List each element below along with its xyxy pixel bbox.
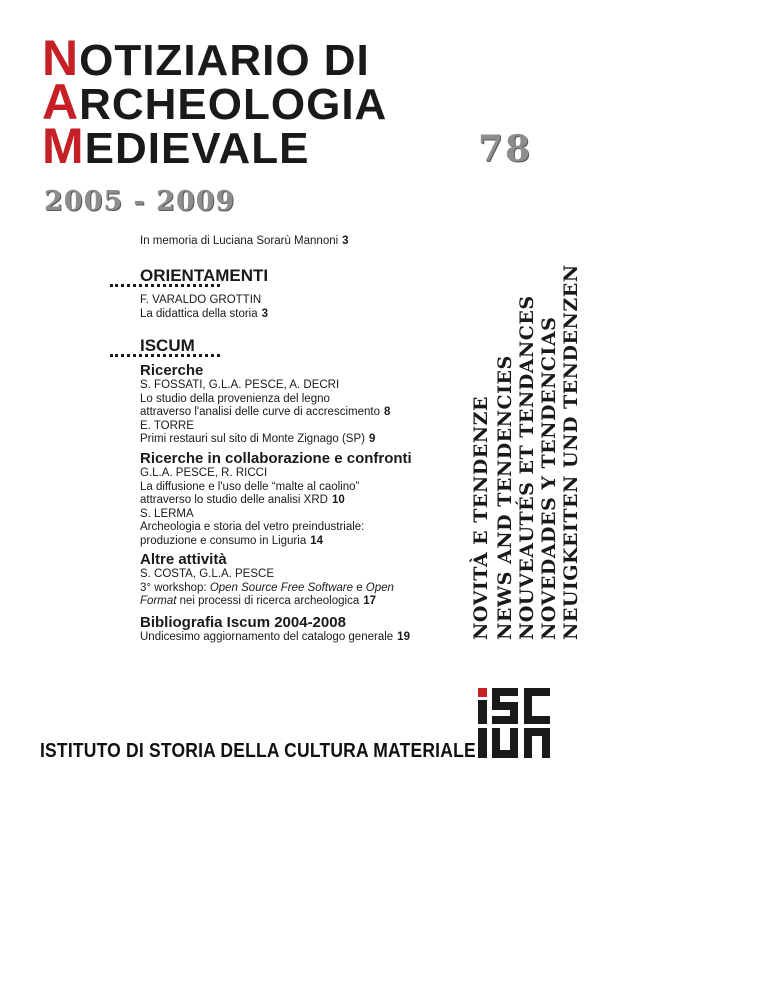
page-number: 9 [368,433,376,445]
masthead-line-2: ARCHEOLOGIA [42,74,388,130]
toc-memoriam [140,235,480,249]
page-number: 3 [342,235,349,247]
toc-orientamenti [140,294,480,321]
dotted-rule [110,284,220,287]
article-title-line: attraverso l'analisi delle curve di accrescimento [140,406,380,418]
subsection-heading-collaborazione: Ricerche in collaborazione e confronti [140,450,412,467]
subsection-heading-altre: Altre attività [140,551,227,568]
tagline-english: NEWS AND TENDENCIES [494,355,516,640]
dotted-rule [110,354,220,357]
page-number: 3 [261,307,269,320]
toc-bibliografia [140,614,480,645]
article-title-line: produzione e consumo in Liguria [140,534,307,547]
toc-altre-attivita [140,551,480,609]
masthead-line-3: MEDIEVALE [42,118,310,174]
article-authors: G.L.A. PESCE, R. RICCI [140,467,268,479]
issue-number: 78 [478,128,533,170]
institute-name: ISTITUTO DI STORIA DELLA CULTURA MATERIALE [40,738,476,762]
article-title: La didattica della storia [140,307,258,320]
tagline-spanish: NOVEDADES Y TENDENCIAS [538,316,560,640]
article-title-line: Format nei processi di ricerca archeologica 17 [140,595,377,607]
subsection-heading-ricerche: Ricerche [140,362,204,379]
section-heading-orientamenti: ORIENTAMENTI [140,266,269,285]
page-number: 14 [310,534,324,547]
article-title: Undicesimo aggiornamento del catalogo generale [140,631,394,643]
tagline-german: NEUIGKEITEN UND TENDENZEN [560,264,582,640]
tagline-italian: NOVITÀ E TENDENZE [470,396,492,640]
article-title-line: attraverso lo studio delle analisi XRD [140,494,328,506]
article-title-line: Archeologia e storia del vetro preindustriale: [140,521,365,533]
toc-ricerche [140,362,480,447]
masthead-line-1: NOTIZIARIO DI [42,30,370,86]
article-title-line: Lo studio della provenienza del legno [140,392,330,405]
article-authors: S. COSTA, G.L.A. PESCE [140,568,274,580]
article-title-line: La diffusione e l'uso delle “malte al caolino” [140,480,360,493]
page-number: 19 [397,631,410,643]
page-number: 10 [331,494,345,506]
article-authors: E. TORRE [140,419,194,432]
article-authors: S. FOSSATI, G.L.A. PESCE, A. DECRI [140,379,340,391]
article-title-line: 3° workshop: Open Source Free Software e Open [140,581,394,594]
years-label: 2005 - 2009 [44,186,236,217]
memoriam-text: In memoria di Luciana Sorarù Mannoni [140,235,339,247]
article-authors: S. LERMA [140,507,194,520]
tagline-french: NOUVEAUTÉS ET TENDANCES [516,295,538,640]
article-title: Primi restauri sul sito di Monte Zignago (SP) [140,433,365,445]
page-number: 8 [383,406,391,418]
subsection-heading-bibliografia: Bibliografia Iscum 2004-2008 [140,614,346,631]
article-authors: F. VARALDO GROTTIN [140,294,262,306]
toc-collaborazione [140,450,480,548]
section-heading-iscum: ISCUM [140,336,195,355]
page-number: 17 [363,595,377,607]
iscum-logo [478,688,574,758]
